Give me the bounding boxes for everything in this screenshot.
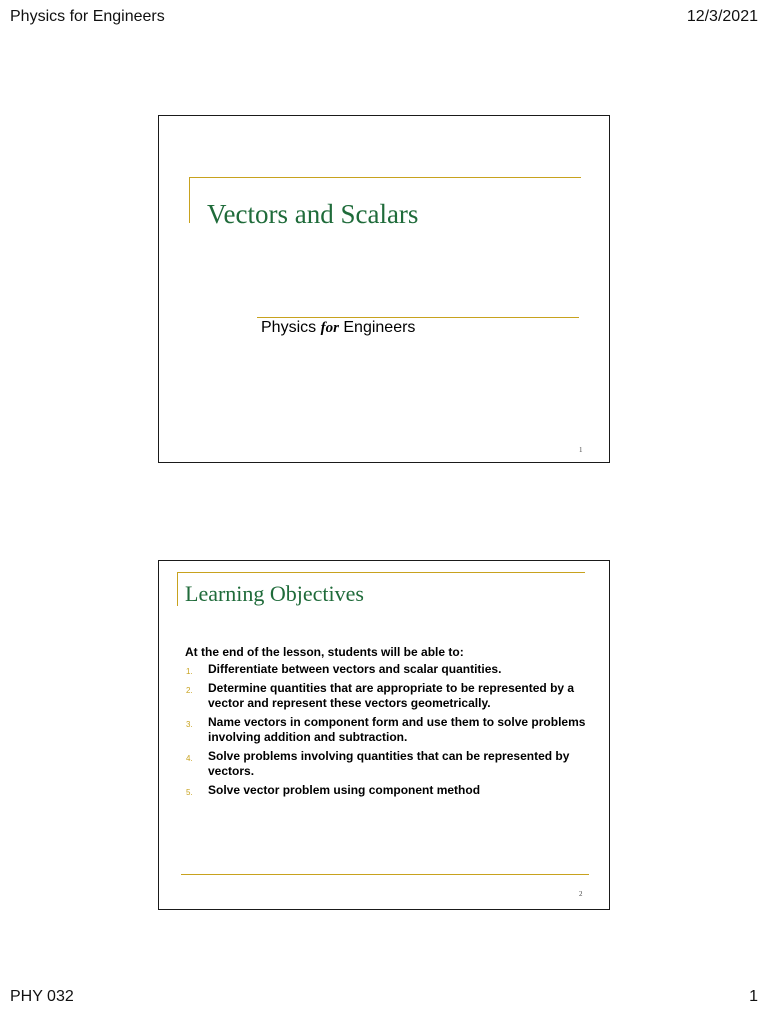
title-rule bbox=[189, 177, 581, 178]
objectives-list bbox=[186, 662, 593, 802]
subtitle-word-physics: Physics bbox=[261, 319, 317, 336]
list-item-number: 3. bbox=[186, 720, 193, 729]
list-item-text: Determine quantities that are appropriate to be represented by a vector and represent these vectors geometrically. bbox=[208, 681, 575, 710]
slide-2 bbox=[158, 560, 610, 910]
title-bracket bbox=[189, 177, 190, 223]
subtitle-word-for: for bbox=[320, 320, 339, 336]
slide-title: Learning Objectives bbox=[185, 581, 364, 606]
title-bracket bbox=[177, 572, 178, 606]
list-item-text: Solve problems involving quantities that can be represented by vectors. bbox=[208, 749, 570, 778]
footer-page-number: 1 bbox=[749, 988, 758, 1005]
list-item-number: 4. bbox=[186, 754, 193, 763]
list-item-number: 5. bbox=[186, 788, 193, 797]
list-item-number: 2. bbox=[186, 686, 193, 695]
list-item-text: Name vectors in component form and use them to solve problems involving addition and subtraction. bbox=[208, 715, 586, 744]
list-item bbox=[186, 783, 593, 798]
slide-number: 2 bbox=[579, 890, 583, 898]
footer-course-code: PHY 032 bbox=[10, 988, 74, 1005]
list-item bbox=[186, 681, 593, 711]
header-course-title: Physics for Engineers bbox=[10, 8, 165, 25]
list-item bbox=[186, 715, 593, 745]
header-date: 12/3/2021 bbox=[686, 8, 758, 25]
list-item-number: 1. bbox=[186, 667, 193, 676]
list-item bbox=[186, 662, 593, 677]
slide-number: 1 bbox=[579, 446, 583, 454]
list-item bbox=[186, 749, 593, 779]
subtitle-word-engineers: Engineers bbox=[343, 319, 416, 336]
slide-1 bbox=[158, 115, 610, 463]
list-item-text: Differentiate between vectors and scalar quantities. bbox=[208, 662, 502, 676]
list-item-text: Solve vector problem using component method bbox=[208, 783, 481, 797]
subtitle-rule bbox=[257, 317, 579, 318]
footer-rule bbox=[181, 874, 589, 875]
slide-subtitle bbox=[261, 319, 415, 337]
title-rule bbox=[177, 572, 585, 573]
slide-title: Vectors and Scalars bbox=[207, 199, 419, 229]
objectives-intro: At the end of the lesson, students will be able to: bbox=[185, 645, 464, 659]
